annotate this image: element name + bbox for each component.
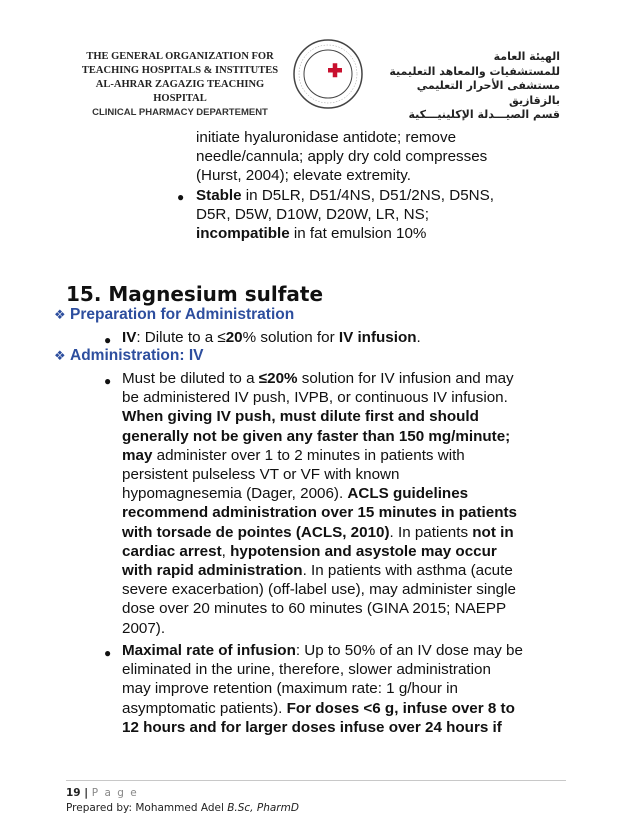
bold-term: cardiac arrest bbox=[122, 542, 222, 560]
text-line: (Hurst, 2004); elevate extremity. bbox=[196, 167, 411, 185]
page-number bbox=[66, 787, 138, 799]
bold-term: hypotension and asystole may occur bbox=[230, 542, 497, 560]
text-line: needle/cannula; apply dry cold compresses bbox=[196, 148, 488, 166]
text-line: dose over 20 minutes to 60 minutes (GINA 2015; NAEPP bbox=[122, 600, 507, 618]
text-line: persistent pulseless VT or VF with known bbox=[122, 466, 400, 484]
text-span: administer over 1 to 2 minutes in patients with bbox=[152, 446, 465, 464]
text-line bbox=[122, 484, 582, 503]
text-span: % solution for bbox=[242, 329, 339, 346]
text-span: in D5LR, D51/4NS, D51/2NS, D5NS, bbox=[241, 187, 494, 204]
text-span: . In patients with asthma (acute bbox=[302, 562, 513, 580]
bold-term: For doses <6 g, infuse over 8 to bbox=[286, 699, 515, 717]
hospital-logo-icon bbox=[292, 38, 364, 110]
stability-bullet bbox=[196, 186, 576, 244]
administration-heading: Administration: IV bbox=[70, 347, 204, 364]
text-span: in fat emulsion 10% bbox=[289, 225, 427, 243]
department-name: CLINICAL PHARMACY DEPARTEMENT bbox=[92, 107, 268, 118]
bold-term: with rapid administration bbox=[122, 562, 303, 580]
text-line bbox=[122, 328, 542, 347]
author-text: Prepared by: Mohammed Adel bbox=[66, 802, 228, 814]
admin-bullet-2 bbox=[122, 641, 582, 737]
bullet-icon: ● bbox=[104, 646, 112, 660]
text-line bbox=[196, 186, 576, 205]
text-line: recommend administration over 15 minutes in patients bbox=[122, 504, 517, 522]
diamond-bullet-icon: ❖ bbox=[54, 348, 66, 363]
bold-term: with torsade de pointes (ACLS, 2010) bbox=[122, 523, 390, 541]
bold-term: IV infusion bbox=[338, 329, 417, 346]
text-line: severe exacerbation) (off-label use), may administer single bbox=[122, 581, 516, 599]
bold-term: ≤20% bbox=[258, 370, 298, 387]
text-line: eliminated in the urine, therefore, slower administration bbox=[122, 661, 491, 679]
bold-term: 20 bbox=[225, 329, 243, 346]
prep-iv-bullet bbox=[122, 328, 542, 347]
arabic-line4: قسم الصيـــدلة الإكلينيـــكية bbox=[408, 108, 560, 121]
preparation-heading: Preparation for Administration bbox=[70, 306, 295, 323]
bullet-icon: ● bbox=[177, 190, 185, 204]
text-span: , bbox=[221, 542, 231, 560]
text-line: D5R, D5W, D10W, D20W, LR, NS; bbox=[196, 206, 429, 224]
prepared-by bbox=[66, 802, 299, 814]
bullet-icon: ● bbox=[104, 374, 112, 388]
text-line bbox=[122, 446, 582, 465]
text-line bbox=[122, 561, 582, 580]
text-line bbox=[122, 523, 582, 542]
letterhead-arabic bbox=[370, 50, 560, 123]
text-line bbox=[122, 369, 582, 388]
diamond-bullet-icon: ❖ bbox=[54, 307, 66, 322]
text-line: 12 hours and for larger doses infuse over 24 hours if bbox=[122, 718, 502, 736]
text-line bbox=[122, 641, 582, 660]
text-span: hypomagnesemia (Dager, 2006). bbox=[122, 485, 348, 503]
bold-term: ACLS guidelines bbox=[347, 485, 469, 503]
bold-term: Stable bbox=[196, 187, 242, 204]
bold-term: IV bbox=[122, 329, 137, 346]
arabic-line3: مستشفى الأحرار التعليمي بالزقازيق bbox=[416, 79, 560, 107]
text-span: : Dilute to a ≤ bbox=[136, 329, 226, 346]
text-span: solution for IV infusion and may bbox=[297, 370, 514, 387]
text-line bbox=[122, 699, 582, 718]
text-span: . In patients bbox=[389, 523, 473, 541]
section-title: 15. Magnesium sulfate bbox=[66, 282, 324, 306]
text-line: may improve retention (maximum rate: 1 g/hour in bbox=[122, 680, 458, 698]
bullet-icon: ● bbox=[104, 333, 112, 347]
page-word: P a g e bbox=[91, 787, 139, 799]
text-line: be administered IV push, IVPB, or continuous IV infusion. bbox=[122, 389, 508, 407]
admin-bullet-1 bbox=[122, 369, 582, 638]
letterhead bbox=[80, 38, 560, 121]
credentials-text: B.Sc, PharmD bbox=[227, 802, 299, 814]
page-num: 19 bbox=[66, 787, 81, 799]
text-span: . bbox=[416, 329, 421, 346]
text-span: Must be diluted to a bbox=[122, 370, 259, 387]
page-separator: | bbox=[80, 787, 92, 799]
text-line: generally not be given any faster than 150 mg/minute; bbox=[122, 427, 511, 445]
bold-term: not in bbox=[472, 523, 514, 541]
continued-paragraph bbox=[196, 128, 576, 186]
text-line: initiate hyaluronidase antidote; remove bbox=[196, 129, 457, 146]
org-name-line1: THE GENERAL ORGANIZATION FOR bbox=[86, 51, 274, 62]
text-line bbox=[196, 224, 576, 243]
bold-term: Maximal rate of infusion bbox=[122, 642, 296, 659]
hospital-name: AL-AHRAR ZAGAZIG TEACHING HOSPITAL bbox=[95, 79, 265, 104]
text-line bbox=[122, 542, 582, 561]
arabic-line2: للمستشفيات والمعاهد التعليمية bbox=[389, 64, 560, 78]
text-span: asymptomatic patients). bbox=[122, 699, 287, 717]
text-line: 2007). bbox=[122, 619, 166, 637]
letterhead-english bbox=[80, 50, 280, 120]
text-span: : Up to 50% of an IV dose may be bbox=[295, 642, 523, 659]
arabic-line1: الهيئة العامة bbox=[493, 50, 560, 63]
bold-term: incompatible bbox=[196, 225, 290, 243]
footer-divider bbox=[66, 780, 566, 781]
org-name-line2: TEACHING HOSPITALS & INSTITUTES bbox=[81, 65, 279, 76]
text-line: When giving IV push, must dilute first and should bbox=[122, 408, 479, 426]
bold-term: may bbox=[122, 446, 153, 464]
